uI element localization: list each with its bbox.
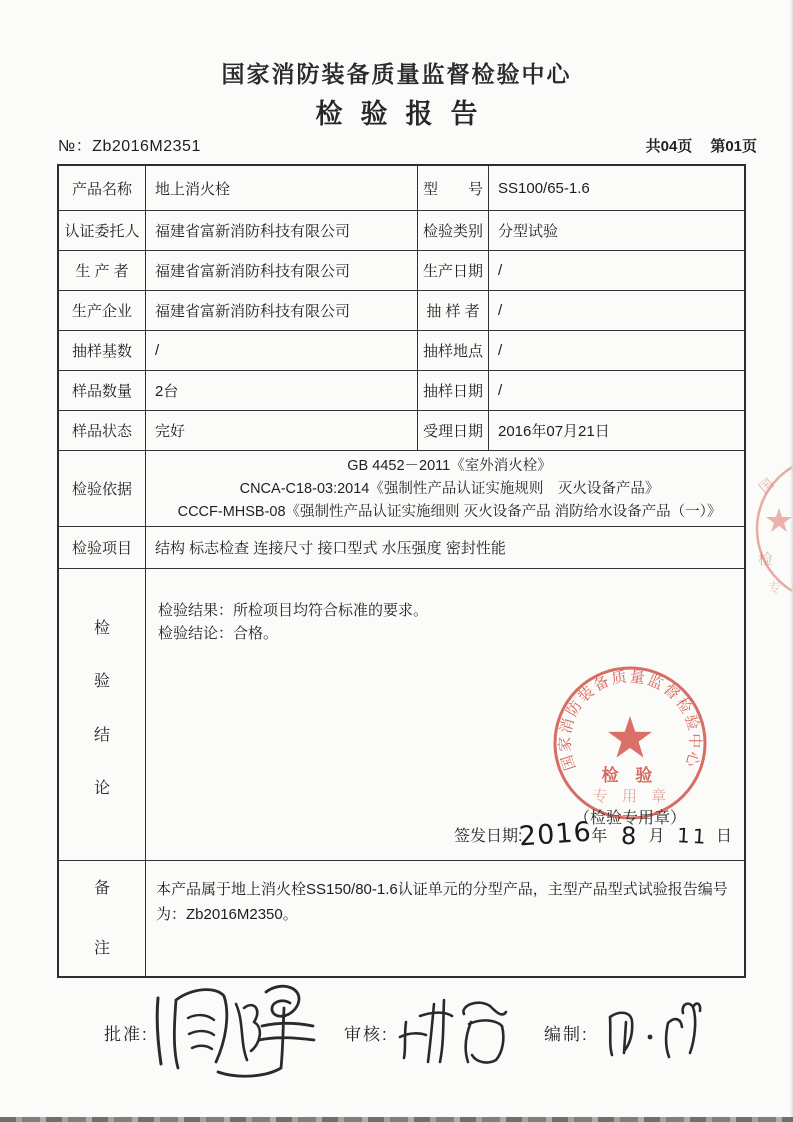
- basis-line: CNCA-C18-03:2014《强制性产品认证实施规则 灭火设备产品》: [239, 480, 660, 497]
- field-label: 检验类别: [417, 211, 488, 250]
- basis-label: 检验依据: [71, 481, 132, 498]
- conclusion-label-char: 论: [93, 779, 110, 797]
- seal-ring-text: 国家消防装备质量监督检验中心: [556, 668, 704, 773]
- result-line: 检验结果：所检项目均符合标准的要求。: [158, 602, 429, 619]
- note-label-char: 备: [93, 880, 110, 897]
- field-label: 受理日期: [417, 411, 488, 450]
- table-row: [59, 210, 744, 250]
- field-value: /: [488, 251, 744, 290]
- conclusion-content: [145, 569, 744, 860]
- issue-year-unit: 年: [591, 828, 608, 845]
- field-label: 产品名称: [71, 180, 132, 198]
- conclusion-row: [59, 568, 744, 860]
- table-row: [59, 166, 744, 210]
- page-current: 第01页: [710, 138, 757, 155]
- edge-seal-char: 国: [755, 475, 777, 497]
- basis-line: GB 4452－2011《室外消火栓》: [347, 457, 552, 474]
- approve-signature: [148, 978, 323, 1078]
- field-value: 福建省富新消防科技有限公司: [145, 211, 417, 250]
- field-label: 样品状态: [71, 423, 132, 440]
- issue-day-unit: 日: [715, 828, 732, 845]
- basis-row: [59, 450, 744, 526]
- seal-text-jianyan: 检 验: [601, 766, 659, 785]
- field-value: SS100/65-1.6: [488, 166, 744, 210]
- seal-text-zhuanyongzhang: 专 用 章: [592, 788, 672, 805]
- prepare-label: 编制:: [544, 1025, 589, 1044]
- table-row: [59, 290, 744, 330]
- approve-label: 批准:: [104, 1025, 149, 1044]
- conclusion-label: [59, 569, 145, 860]
- field-label: 抽样基数: [71, 343, 132, 360]
- field-value: 分型试验: [488, 211, 744, 250]
- field-value: /: [145, 331, 417, 370]
- issue-year-handwritten: 2016: [517, 816, 593, 853]
- issue-date-label: 签发日期:: [454, 828, 523, 845]
- seal-star-icon: [608, 716, 652, 758]
- edge-seal-char: 专: [768, 580, 782, 595]
- org-title: 国家消防装备质量监督检验中心: [221, 61, 572, 87]
- scan-bottom-artifact: [0, 1117, 793, 1122]
- field-value: 2台: [145, 371, 417, 410]
- seal-caption: （检验专用章）: [573, 810, 686, 827]
- note-label: [59, 861, 145, 976]
- conclusion-line: 检验结论：合格。: [158, 625, 279, 642]
- note-row: [59, 860, 744, 976]
- report-number: №：Zb2016M2351: [58, 138, 201, 155]
- field-value: /: [488, 291, 744, 330]
- prepare-signature: [598, 995, 708, 1065]
- field-value: /: [488, 331, 744, 370]
- conclusion-label-char: 验: [93, 673, 110, 691]
- field-value: 2016年07月21日: [488, 411, 744, 450]
- note-content: [145, 861, 744, 976]
- field-label: 抽 样 者: [417, 291, 488, 330]
- field-value: /: [488, 371, 744, 410]
- table-row: [59, 410, 744, 450]
- items-row: [59, 526, 744, 568]
- field-value: 福建省富新消防科技有限公司: [145, 251, 417, 290]
- field-label: 样品数量: [71, 383, 132, 400]
- field-label: 认证委托人: [64, 223, 140, 240]
- field-value: 完好: [145, 411, 417, 450]
- note-text: 本产品属于地上消火栓SS150/80-1.6认证单元的分型产品，主型产品型式试验报告编号为：Zb2016M2350。: [156, 881, 728, 923]
- inspection-seal: [550, 663, 710, 823]
- page-info: [646, 135, 757, 156]
- table-row: [59, 250, 744, 290]
- edge-partial-seal: [752, 452, 793, 610]
- items-value: 结构 标志检查 连接尺寸 接口型式 水压强度 密封性能: [145, 527, 744, 568]
- conclusion-label-char: 结: [93, 726, 110, 744]
- pages-total: 共04页: [645, 138, 693, 155]
- note-label-char: 注: [93, 940, 110, 957]
- field-value: 地上消火栓: [145, 166, 417, 210]
- issue-month-handwritten: 8: [620, 821, 637, 851]
- review-label: 审核:: [344, 1025, 389, 1044]
- field-value: 福建省富新消防科技有限公司: [145, 291, 417, 330]
- issue-day-handwritten: 11: [675, 823, 709, 849]
- edge-seal-star-icon: [766, 508, 792, 532]
- issue-month-unit: 月: [648, 828, 665, 845]
- basis-content: [145, 451, 744, 526]
- items-label: 检验项目: [71, 540, 132, 557]
- report-table: [57, 164, 746, 978]
- field-label: 生产企业: [71, 303, 132, 320]
- field-label: 抽样日期: [417, 371, 488, 410]
- table-row: [59, 370, 744, 410]
- basis-line: CCCF-MHSB-08《强制性产品认证实施细则 灭火设备产品 消防给水设备产品（一）》: [177, 503, 722, 520]
- review-signature: [396, 992, 516, 1072]
- table-row: [59, 330, 744, 370]
- field-label: 型 号: [417, 166, 488, 210]
- field-label: 抽样地点: [417, 331, 488, 370]
- field-label: 生产日期: [417, 251, 488, 290]
- doc-title: 检验报告: [315, 99, 496, 129]
- field-label: 生 产 者: [75, 263, 129, 280]
- conclusion-label-char: 检: [93, 620, 110, 637]
- edge-seal-char: 检: [758, 551, 774, 568]
